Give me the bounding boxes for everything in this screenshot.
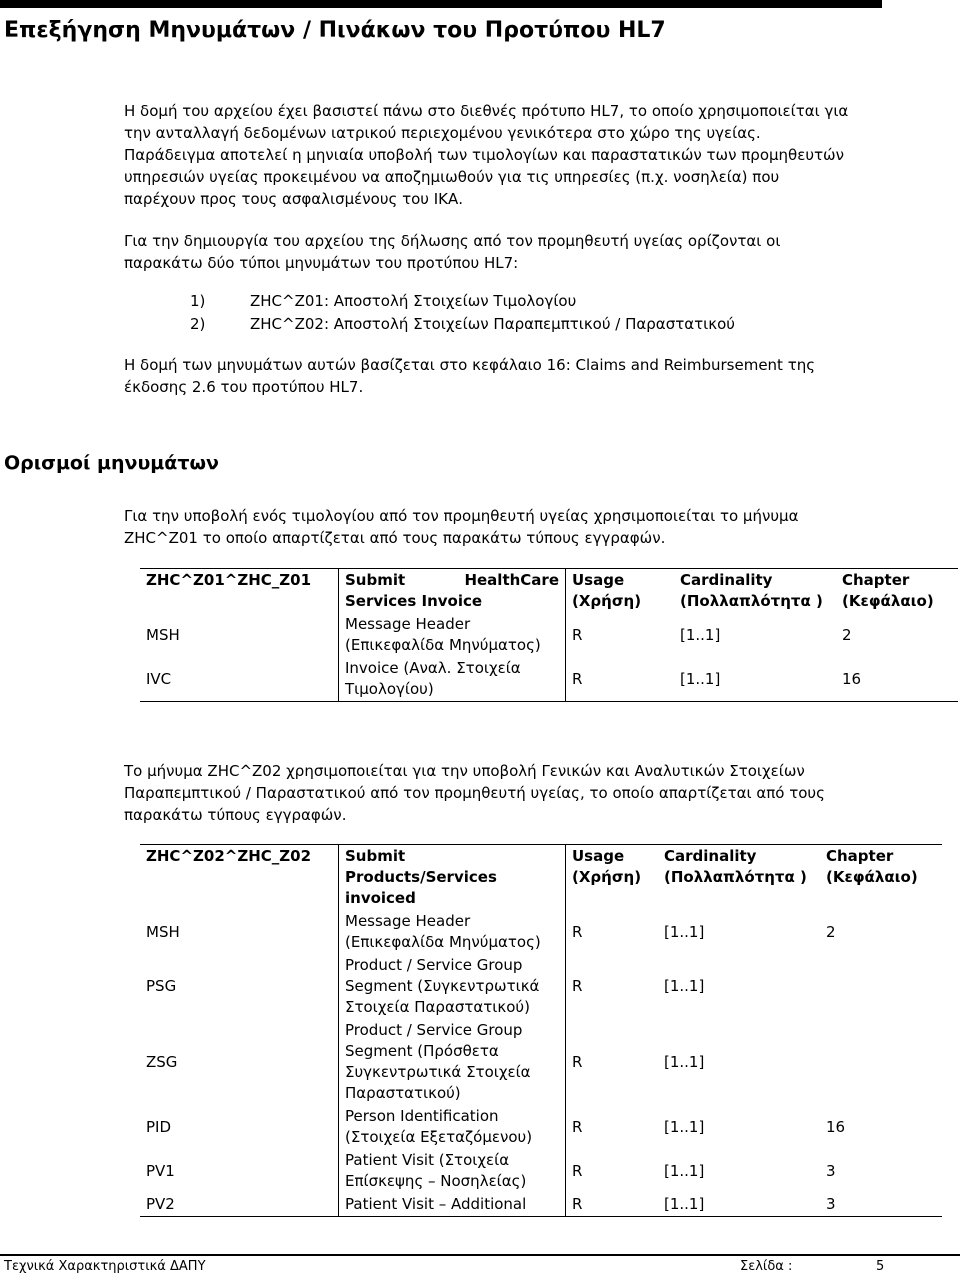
message-types-list xyxy=(190,290,735,336)
row-cardinality: [1..1] xyxy=(664,1052,705,1071)
footer-page-number: 5 xyxy=(876,1259,885,1274)
header-desc-part: Services Invoice xyxy=(345,592,483,610)
table-row xyxy=(140,954,942,1019)
table-header-row xyxy=(140,569,958,614)
row-cardinality: [1..1] xyxy=(664,1117,705,1136)
z01-intro-paragraph: Για την υποβολή ενός τιμολογίου από τον προμηθευτή υγείας χρησιμοποιείται το μήνυμα ZHC^Z01 το οποίο απαρτίζεται από τους παρακάτω τύπους εγγραφών. xyxy=(124,507,799,547)
header-desc-part: HealthCare xyxy=(464,571,559,589)
header-rule xyxy=(0,0,882,10)
row-chapter: 3 xyxy=(826,1161,836,1180)
z01-segments-table xyxy=(140,568,958,702)
row-chapter xyxy=(820,1019,942,1105)
row-code: PV1 xyxy=(146,1161,175,1180)
page-title: Επεξήγηση Μηνυμάτων / Πινάκων του Προτύπου HL7 xyxy=(4,18,666,43)
row-cardinality: [1..1] xyxy=(680,669,721,688)
types-intro-paragraph: Για την δημιουργία του αρχείου της δήλωσης από τον προμηθευτή υγείας ορίζονται οι παρακάτω δύο τύποι μηνυμάτων του προτύπου HL7: xyxy=(124,232,781,272)
list-item-number: 2) xyxy=(190,315,206,333)
row-cardinality: [1..1] xyxy=(664,1161,705,1180)
row-usage: R xyxy=(572,1052,583,1071)
row-chapter: 2 xyxy=(842,625,852,644)
intro-paragraph: Η δομή του αρχείου έχει βασιστεί πάνω στο διεθνές πρότυπο HL7, το οποίο χρησιμοποιείται για την ανταλλαγή δεδομένων ιατρικού περιεχομένου γενικότερα στο χώρο της υγείας. Παράδειγμα αποτελεί η μηνιαία υποβολή των τιμολογίων και παραστατικών των προμηθευτών υπηρεσιών υγείας προκειμένου να αποζημιωθούν για τις υπηρεσίες (π.χ. νοσηλεία) που παρέχουν προς τους ασφαλισμένους του ΙΚΑ. xyxy=(124,102,849,208)
header-desc: Submit Products/Services invoiced xyxy=(339,845,566,911)
row-code: PSG xyxy=(146,977,177,995)
footer-page-label: Σελίδα : xyxy=(740,1259,793,1274)
header-usage: Usage (Χρήση) xyxy=(572,847,642,886)
list-item-text: ZHC^Z01: Αποστολή Στοιχείων Τιμολογίου xyxy=(250,292,577,310)
row-code: MSH xyxy=(146,625,180,644)
row-desc: Message Header (Επικεφαλίδα Μηνύματος) xyxy=(339,910,566,954)
header-cardinality: Cardinality (Πολλαπλότητα ) xyxy=(680,571,823,610)
row-desc: Patient Visit – Additional xyxy=(339,1193,566,1217)
row-chapter: 3 xyxy=(826,1195,836,1213)
row-cardinality: [1..1] xyxy=(680,625,721,644)
table-row xyxy=(140,1193,942,1217)
list-item xyxy=(190,313,735,336)
footer-document-title: Τεχνικά Χαρακτηριστικά ΔΑΠΥ xyxy=(4,1259,206,1274)
structure-note: Η δομή των μηνυμάτων αυτών βασίζεται στο κεφάλαιο 16: Claims and Reimbursement της έκδοσης 2.6 του προτύπου HL7. xyxy=(124,356,816,396)
table-row xyxy=(140,1105,942,1149)
row-usage: R xyxy=(572,669,583,688)
row-chapter: 2 xyxy=(826,922,836,941)
row-cardinality: [1..1] xyxy=(664,922,705,941)
z02-segments-table xyxy=(140,844,942,1217)
row-code: PID xyxy=(146,1117,172,1136)
header-desc xyxy=(339,569,566,614)
row-desc: Person Identification (Στοιχεία Εξεταζόμενου) xyxy=(339,1105,566,1149)
header-code: ZHC^Z01^ZHC_Z01 xyxy=(146,571,312,589)
row-desc: Message Header (Επικεφαλίδα Μηνύματος) xyxy=(339,613,566,657)
table-row xyxy=(140,910,942,954)
row-chapter: 16 xyxy=(842,669,862,688)
table-row xyxy=(140,657,958,702)
header-desc-part: Submit xyxy=(345,571,406,589)
row-usage: R xyxy=(572,625,583,644)
header-usage: Usage (Χρήση) xyxy=(572,571,642,610)
list-item-text: ZHC^Z02: Αποστολή Στοιχείων Παραπεμπτικού / Παραστατικού xyxy=(250,315,735,333)
row-usage: R xyxy=(572,922,583,941)
row-cardinality: [1..1] xyxy=(664,977,705,995)
row-desc: Product / Service Group Segment (Πρόσθετα Συγκεντρωτικά Στοιχεία Παραστατικού) xyxy=(339,1019,566,1105)
row-desc: Product / Service Group Segment (Συγκεντρωτικά Στοιχεία Παραστατικού) xyxy=(339,954,566,1019)
section-title: Ορισμοί μηνυμάτων xyxy=(4,452,219,474)
row-chapter: 16 xyxy=(826,1117,846,1136)
row-usage: R xyxy=(572,1161,583,1180)
list-item xyxy=(190,290,735,313)
z02-intro-paragraph: Το μήνυμα ZHC^Z02 χρησιμοποιείται για την υποβολή Γενικών και Αναλυτικών Στοιχείων Παραπεμπτικού / Παραστατικού από τον προμηθευτή υγείας, το οποίο απαρτίζεται από τους παρακάτω τύπους εγγραφών. xyxy=(124,762,825,824)
header-chapter: Chapter (Κεφάλαιο) xyxy=(842,571,934,610)
table-row xyxy=(140,613,958,657)
row-desc: Invoice (Αναλ. Στοιχεία Τιμολογίου) xyxy=(339,657,566,702)
list-item-number: 1) xyxy=(190,292,206,310)
page-footer xyxy=(0,1254,960,1278)
table-header-row xyxy=(140,845,942,911)
table-row xyxy=(140,1019,942,1105)
row-usage: R xyxy=(572,1117,583,1136)
header-chapter: Chapter (Κεφάλαιο) xyxy=(826,847,918,886)
row-usage: R xyxy=(572,977,583,995)
row-code: IVC xyxy=(146,669,172,688)
header-code: ZHC^Z02^ZHC_Z02 xyxy=(146,847,312,865)
row-chapter xyxy=(820,954,942,1019)
header-cardinality: Cardinality (Πολλαπλότητα ) xyxy=(664,847,807,886)
table-row xyxy=(140,1149,942,1193)
row-code: PV2 xyxy=(146,1195,175,1213)
row-code: ZSG xyxy=(146,1052,178,1071)
row-cardinality: [1..1] xyxy=(664,1195,705,1213)
row-code: MSH xyxy=(146,922,180,941)
row-usage: R xyxy=(572,1195,583,1213)
row-desc: Patient Visit (Στοιχεία Επίσκεψης – Νοσηλείας) xyxy=(339,1149,566,1193)
